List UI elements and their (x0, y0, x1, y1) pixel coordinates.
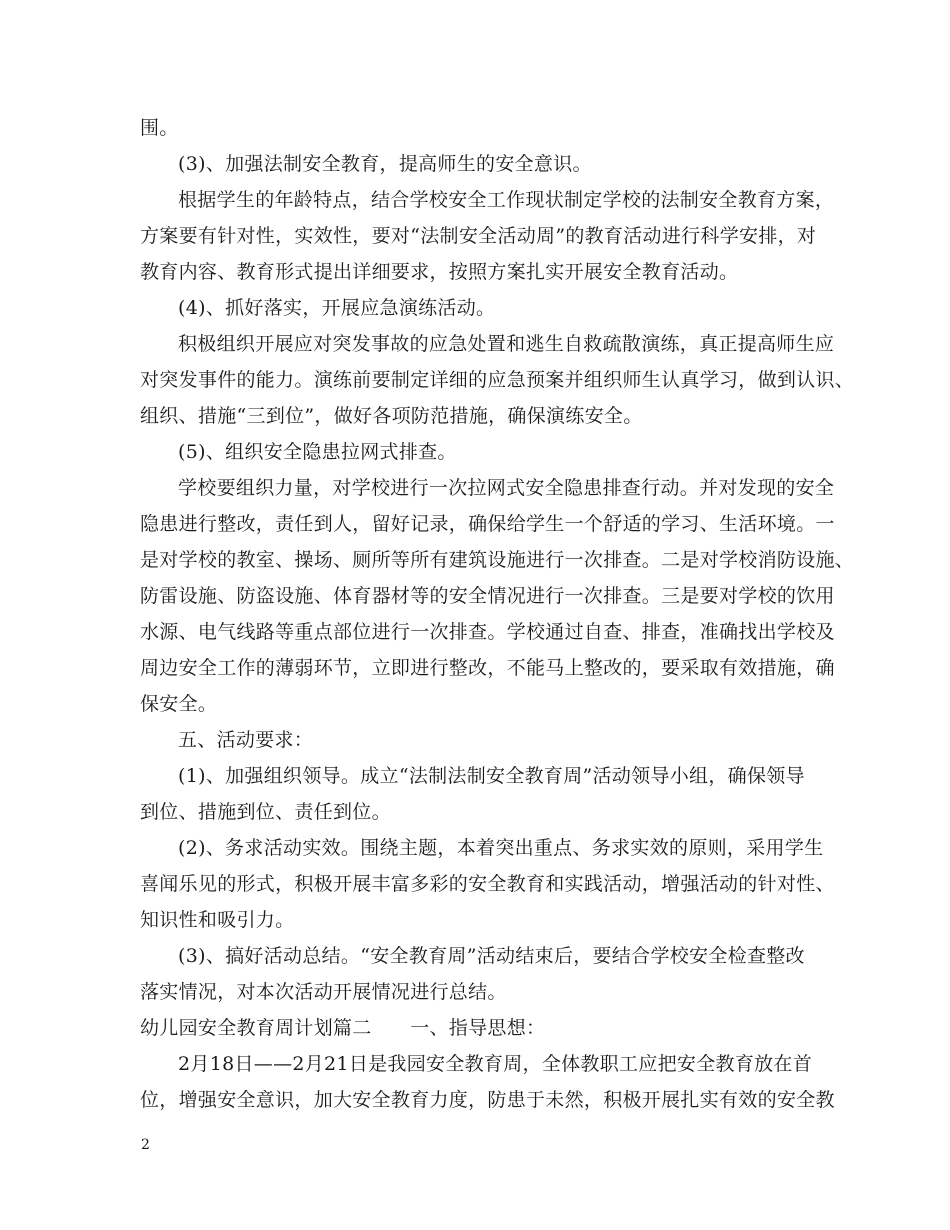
text-line: 是对学校的教室、操场、厕所等所有建筑设施进行一次排查。二是对学校消防设施、 (140, 549, 855, 571)
section-heading: (5)、组织安全隐患拉网式排查。 (178, 441, 457, 463)
text-line: 对突发事件的能力。演练前要制定详细的应急预案并组织师生认真学习，做到认识、 (140, 369, 855, 391)
text-line: 根据学生的年龄特点，结合学校安全工作现状制定学校的法制安全教育方案， (178, 189, 835, 211)
text-line: 喜闻乐见的形式，积极开展丰富多彩的安全教育和实践活动，增强活动的针对性、 (140, 873, 835, 895)
section-heading: 五、活动要求： (178, 729, 314, 751)
article-heading: 幼儿园安全教育周计划篇二 一、指导思想： (140, 1017, 546, 1039)
text-line: 组织、措施“三到位”，做好各项防范措施，确保演练安全。 (140, 405, 643, 427)
text-line: 积极组织开展应对突发事故的应急处置和逃生自救疏散演练，真正提高师生应 (178, 333, 835, 355)
text-line: 围。 (140, 117, 179, 139)
text-line: 落实情况，对本次活动开展情况进行总结。 (140, 981, 507, 1003)
text-line: 防雷设施、防盗设施、体育器材等的安全情况进行一次排查。三是要对学校的饮用 (140, 585, 835, 607)
section-heading: (4)、抓好落实，开展应急演练活动。 (178, 297, 496, 319)
text-line: 隐患进行整改，责任到人，留好记录，确保给学生一个舒适的学习、生活环境。一 (140, 513, 835, 535)
page-number: 2 (141, 1137, 150, 1153)
text-line: 到位、措施到位、责任到位。 (140, 801, 391, 823)
section-heading: (3)、加强法制安全教育，提高师生的安全意识。 (178, 153, 592, 175)
text-line: 周边安全工作的薄弱环节，立即进行整改，不能马上整改的，要采取有效措施，确 (140, 657, 835, 679)
text-line: (2)、务求活动实效。围绕主题，本着突出重点、务求实效的原则，采用学生 (178, 837, 824, 859)
text-line: 2月18日——2月21日是我园安全教育周，全体教职工应把安全教育放在首 (178, 1053, 813, 1075)
text-line: 知识性和吸引力。 (140, 909, 295, 931)
text-line: (1)、加强组织领导。成立“法制法制安全教育周”活动领导小组，确保领导 (178, 765, 805, 787)
text-line: 水源、电气线路等重点部位进行一次排查。学校通过自查、排查，准确找出学校及 (140, 621, 835, 643)
text-line: (3)、搞好活动总结。“安全教育周”活动结束后，要结合学校安全检查整改 (178, 945, 805, 967)
text-line: 保安全。 (140, 693, 218, 715)
text-line: 教育内容、教育形式提出详细要求，按照方案扎实开展安全教育活动。 (140, 261, 739, 283)
text-line: 位，增强安全意识，加大安全教育力度，防患于未然，积极开展扎实有效的安全教 (140, 1089, 835, 1111)
text-line: 方案要有针对性，实效性，要对“法制安全活动周”的教育活动进行科学安排，对 (140, 225, 817, 247)
text-line: 学校要组织力量，对学校进行一次拉网式安全隐患排查行动。并对发现的安全 (178, 477, 835, 499)
